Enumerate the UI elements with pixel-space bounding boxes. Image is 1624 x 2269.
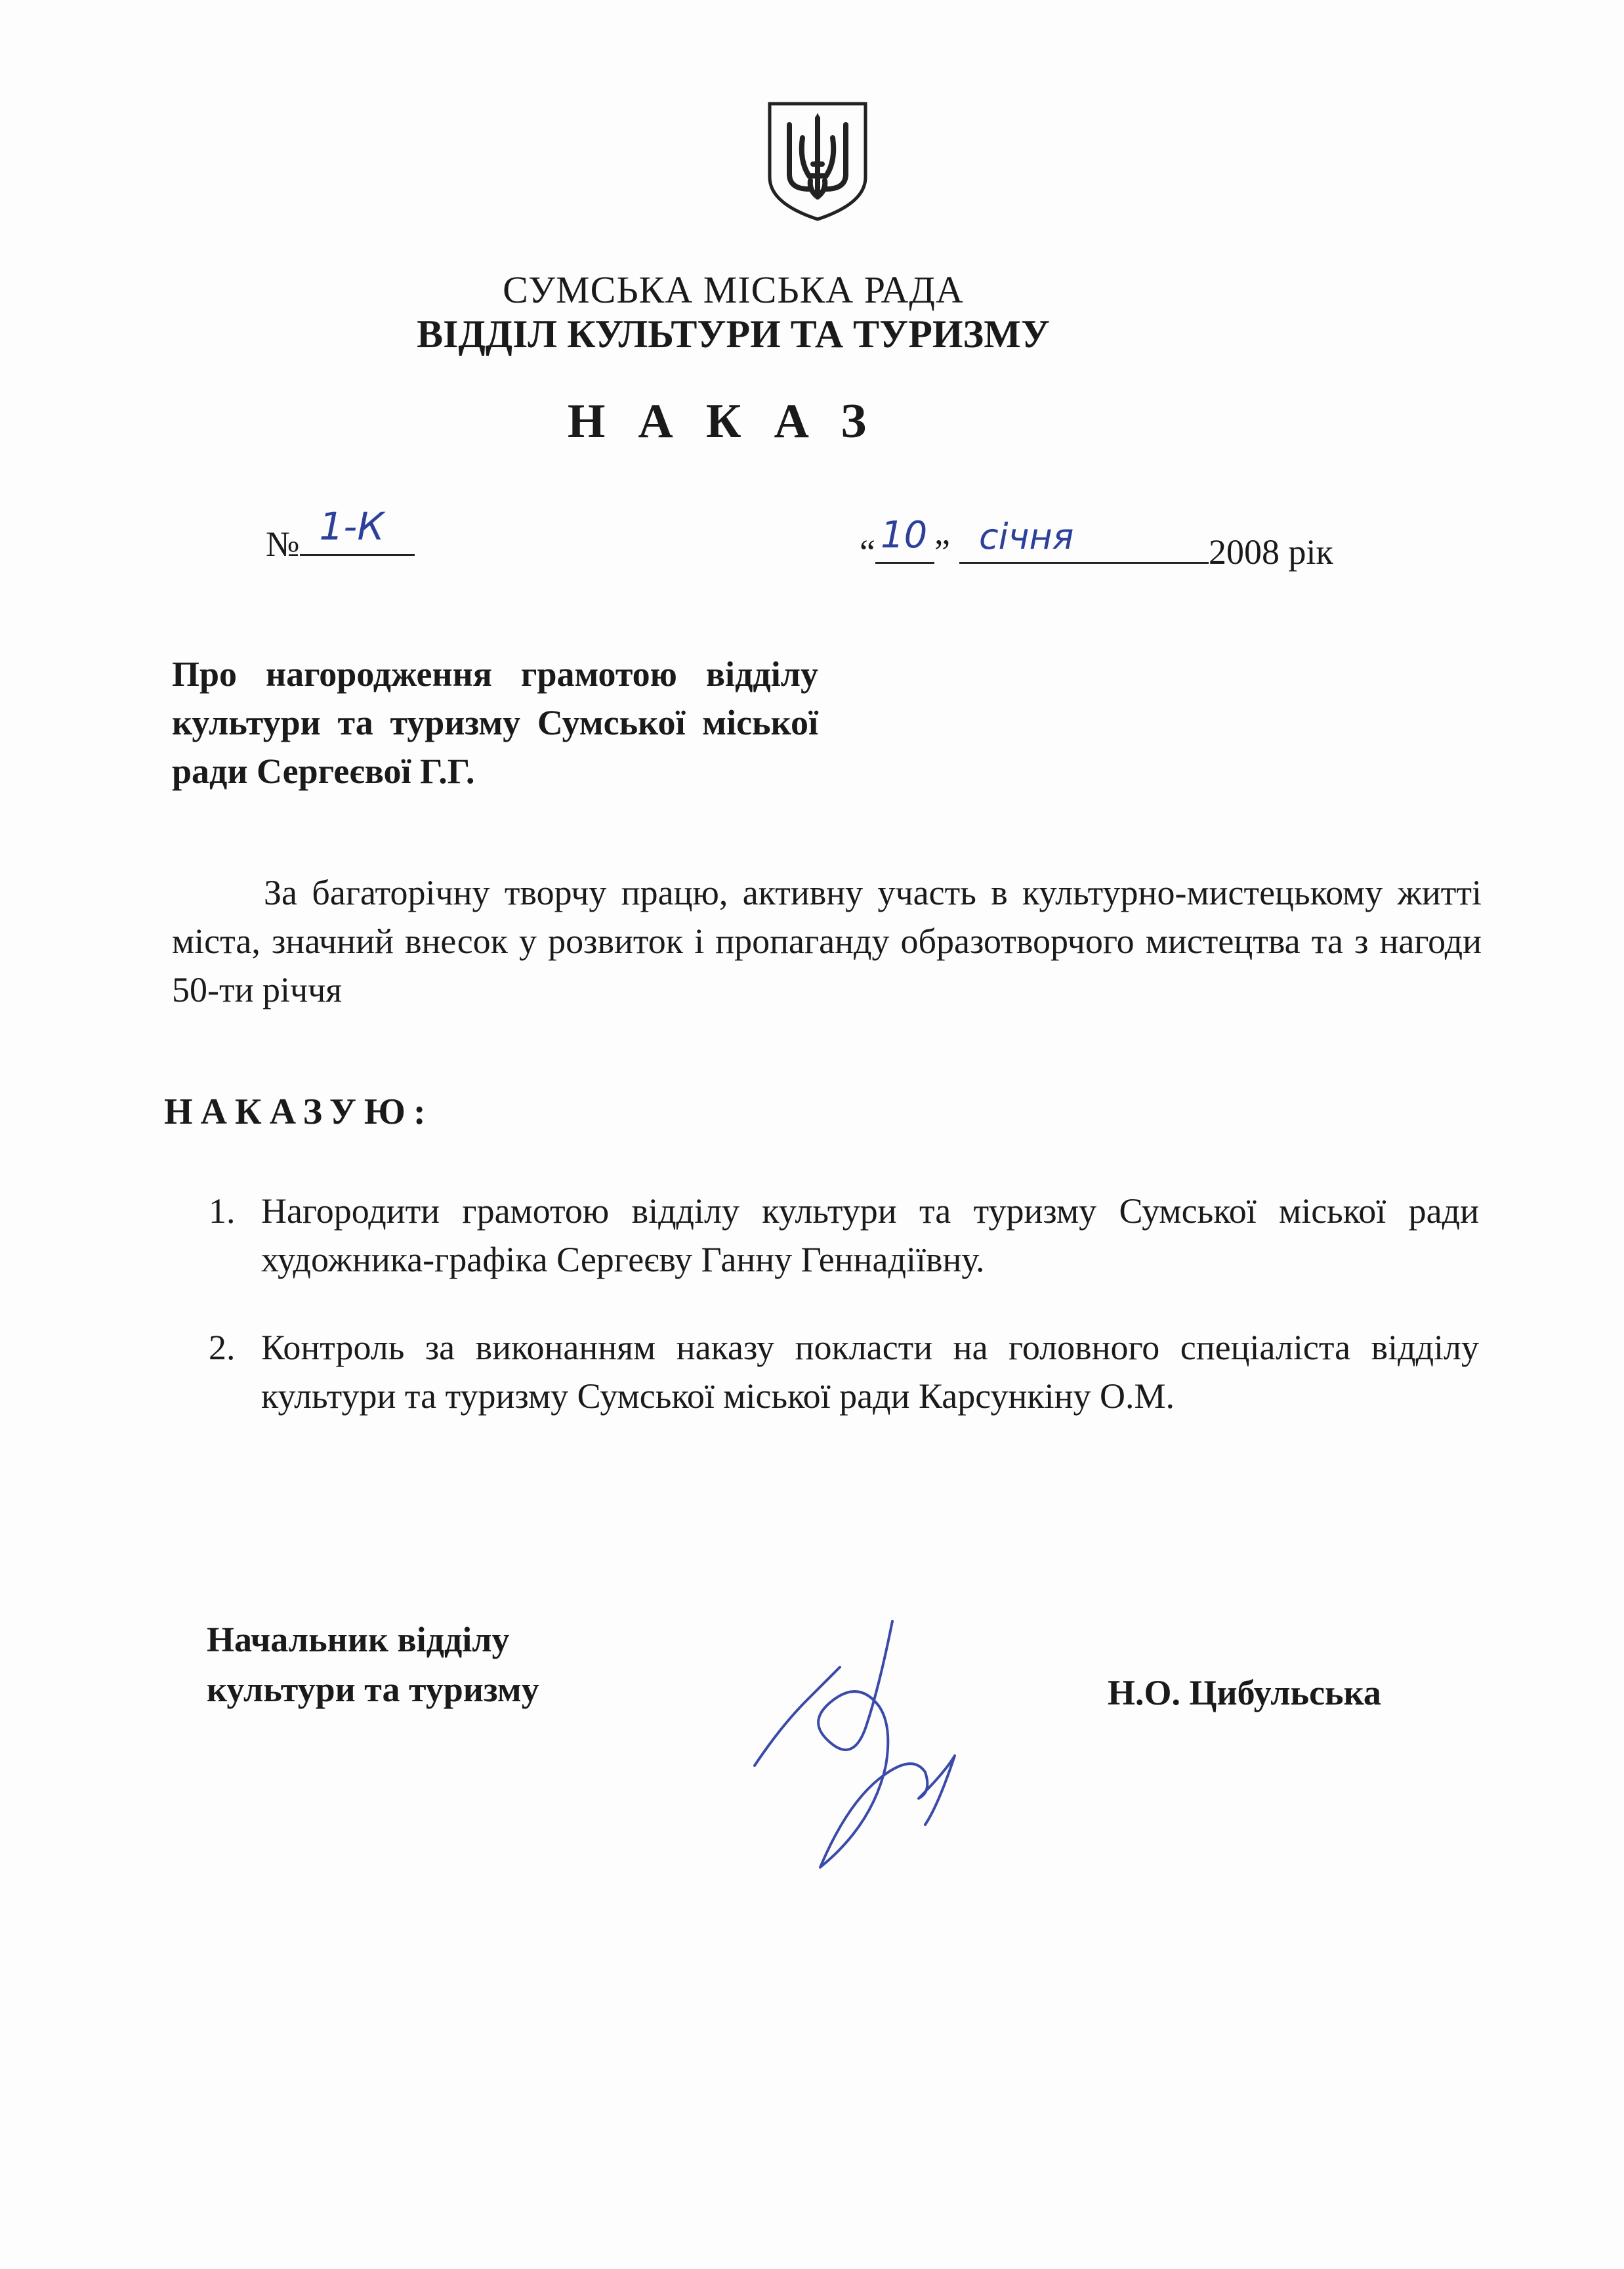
signatory-title-line: культури та туризму [207, 1670, 539, 1709]
day-open-quote: “ [860, 532, 875, 572]
year-value: 2008 [1208, 532, 1280, 572]
document-type: НАКАЗ [567, 394, 900, 448]
order-subject: Про нагородження грамотою відділу культури та туризму Сумської міської ради Сергеєвої Г.Г. [172, 654, 818, 791]
order-item-text: Контроль за виконанням наказу покласти на головного спеціаліста відділу культури та туризму Сумської міської ради Карсункіну О.М. [261, 1328, 1479, 1416]
number-field [300, 504, 415, 556]
number-label: № [266, 524, 300, 564]
month-field [959, 516, 1209, 564]
order-date [860, 514, 1333, 572]
order-item-text: Нагородити грамотою відділу культури та туризму Сумської міської ради художника-графіка Сергеєву Ганну Геннадіївну. [261, 1191, 1479, 1279]
order-item [209, 1187, 1479, 1284]
number-value: 1-К [319, 504, 385, 549]
council-name: СУМСЬКА МІСЬКА РАДА [503, 268, 964, 311]
day-field [875, 514, 934, 564]
order-item-number: 1. [209, 1191, 236, 1231]
order-number [266, 504, 415, 564]
signatory-title [207, 1615, 539, 1714]
order-preamble: За багаторічну творчу працю, активну участь в культурно-мистецькому житті міста, значний внесок у розвиток і пропаганду образотворчого мистецтва та з нагоди 50-ти річчя [172, 873, 1482, 1009]
month-value: січня [978, 516, 1074, 557]
order-heading: НАКАЗУЮ: [164, 1092, 434, 1132]
order-item [209, 1323, 1479, 1420]
handwritten-signature [728, 1608, 1010, 1884]
department-name: ВІДДІЛ КУЛЬТУРИ ТА ТУРИЗМУ [417, 312, 1050, 356]
day-value: 10 [880, 514, 928, 557]
trident-coat-of-arms-icon [763, 98, 872, 223]
signatory-name: Н.О. Цибульська [1108, 1673, 1381, 1712]
signatory-title-line: Начальник відділу [207, 1620, 510, 1659]
order-item-number: 2. [209, 1328, 236, 1367]
year-suffix: рік [1288, 532, 1333, 572]
day-close-quote: ” [934, 532, 950, 572]
